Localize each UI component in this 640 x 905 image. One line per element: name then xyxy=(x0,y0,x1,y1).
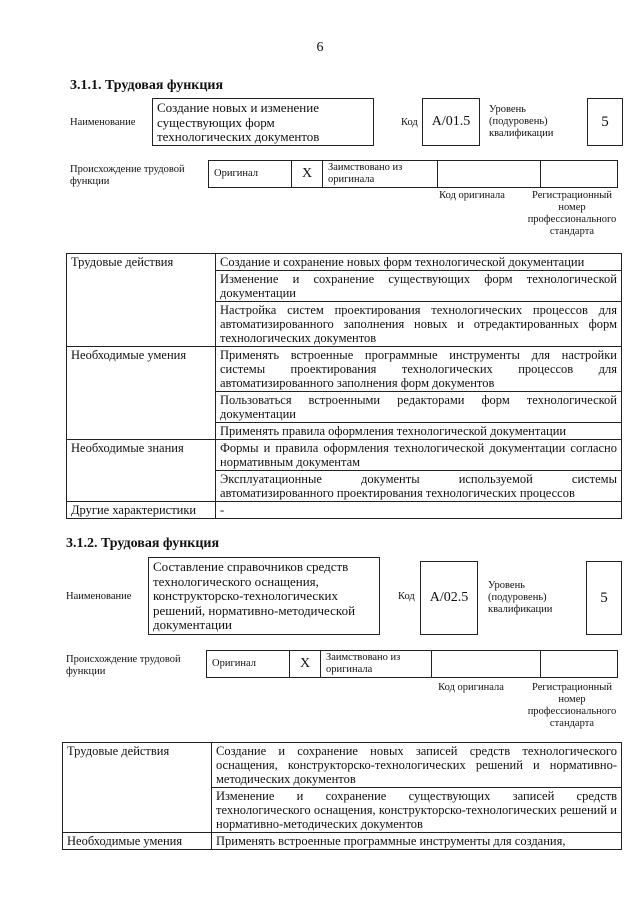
table-cell: Применять встроенные программные инструменты для создания, xyxy=(212,833,622,850)
level-label-line: квалификации xyxy=(489,128,554,139)
table-row xyxy=(67,347,622,392)
origin-borrowed-line: Заимствовано из xyxy=(326,652,401,663)
page-number: 6 xyxy=(316,40,324,55)
table-row xyxy=(63,833,622,850)
origin-label xyxy=(66,654,181,678)
origin-reg-cell xyxy=(541,651,618,678)
caption-line: стандарта xyxy=(549,718,595,729)
table-row xyxy=(63,743,622,788)
table-cell: Изменение и сохранение существующих записей средств технологического оснащения, конструкторско-технологических решений и нормативно-методических документов xyxy=(212,788,622,833)
function-name-line: решений, нормативно-методической xyxy=(153,602,356,618)
function-name-line: технологических документов xyxy=(157,129,320,144)
caption-code-original: Код оригинала xyxy=(439,190,505,201)
origin-table xyxy=(208,160,618,188)
table-cell: Эксплуатационные документы используемой системы автоматизированного проектирования технологических процессов xyxy=(216,471,622,502)
origin-code-cell xyxy=(438,161,541,188)
level-label-line: (подуровень) xyxy=(488,592,547,603)
caption-line: Регистрационный xyxy=(532,682,612,693)
qualification-level: 5 xyxy=(586,561,622,635)
table-cell: Применять встроенные программные инструменты для настройки системы проектирования технологических процессов для автоматизированного заполнения форм документов xyxy=(216,347,622,392)
function-name-line: Составление справочников средств xyxy=(153,559,349,574)
origin-code-cell xyxy=(432,651,541,678)
function-name-line: документации xyxy=(153,617,233,632)
group-label-knowledge: Необходимые знания xyxy=(67,440,216,502)
group-label-skills: Необходимые умения xyxy=(67,347,216,440)
origin-label-line: Происхождение трудовой xyxy=(66,654,181,665)
name-label: Наименование xyxy=(70,117,136,128)
caption-line: профессионального xyxy=(527,214,617,225)
table-cell: Создание и сохранение новых форм технологической документации xyxy=(216,254,622,271)
caption-code-original: Код оригинала xyxy=(438,682,504,693)
function-name-line: существующих форм xyxy=(157,114,275,130)
function-name-box xyxy=(152,98,374,146)
group-label-actions: Трудовые действия xyxy=(63,743,212,833)
function-code: А/01.5 xyxy=(422,98,480,146)
caption-line: профессионального xyxy=(527,706,617,717)
table-row xyxy=(67,502,622,519)
origin-label-line: Происхождение трудовой xyxy=(70,164,185,175)
origin-table xyxy=(206,650,618,678)
level-label-line: Уровень xyxy=(488,580,525,591)
table-row xyxy=(67,254,622,271)
group-label-other: Другие характеристики xyxy=(67,502,216,519)
origin-original: Оригинал xyxy=(209,161,292,188)
function-name-box xyxy=(148,557,380,635)
origin-reg-cell xyxy=(541,161,618,188)
caption-line: Регистрационный xyxy=(532,190,612,201)
origin-mark: Х xyxy=(292,161,323,188)
table-cell: Настройка систем проектирования технологических процессов для автоматизированного заполнения новых и отредактированных форм технологических документов xyxy=(216,302,622,347)
table-cell: Применять правила оформления технологической документации xyxy=(216,423,622,440)
table-row xyxy=(67,440,622,471)
origin-label xyxy=(70,164,185,188)
caption-line: стандарта xyxy=(549,226,595,237)
table-cell: Изменение и сохранение существующих форм технологической документации xyxy=(216,271,622,302)
name-label: Наименование xyxy=(66,591,132,602)
table-cell: Формы и правила оформления технологической документации согласно нормативным документам xyxy=(216,440,622,471)
origin-borrowed-line: оригинала xyxy=(328,174,375,185)
section-title-3-1-1: 3.1.1. Трудовая функция xyxy=(70,78,224,93)
level-label-line: (подуровень) xyxy=(489,116,548,127)
origin-borrowed xyxy=(321,651,432,678)
caption-reg-number xyxy=(522,190,622,238)
code-label: Код xyxy=(401,117,418,128)
table-cell: Пользоваться встроенными редакторами форм технологической документации xyxy=(216,392,622,423)
origin-mark: Х xyxy=(290,651,321,678)
caption-line: номер xyxy=(558,202,586,213)
group-label-actions: Трудовые действия xyxy=(67,254,216,347)
level-label-line: Уровень xyxy=(489,104,526,115)
function-name-line: технологического оснащения, xyxy=(153,573,319,589)
function-name-line: Создание новых и изменение xyxy=(157,100,319,115)
function-code: А/02.5 xyxy=(420,561,478,635)
attributes-table xyxy=(62,742,622,850)
qualification-level: 5 xyxy=(587,98,623,146)
table-cell: - xyxy=(216,502,622,519)
origin-label-line: функции xyxy=(70,176,110,187)
table-cell: Создание и сохранение новых записей средств технологического оснащения, конструкторско-технологических решений и нормативно-методических документов xyxy=(212,743,622,788)
origin-borrowed-line: оригинала xyxy=(326,664,373,675)
caption-reg-number xyxy=(522,682,622,730)
section-title-3-1-2: 3.1.2. Трудовая функция xyxy=(66,536,220,551)
origin-original: Оригинал xyxy=(207,651,290,678)
group-label-skills: Необходимые умения xyxy=(63,833,212,850)
level-label-line: квалификации xyxy=(488,604,553,615)
origin-label-line: функции xyxy=(66,666,106,677)
code-label: Код xyxy=(398,591,415,602)
origin-borrowed xyxy=(323,161,438,188)
level-label xyxy=(489,104,553,140)
level-label xyxy=(488,580,552,616)
origin-borrowed-line: Заимствовано из xyxy=(328,162,403,173)
caption-line: номер xyxy=(558,694,586,705)
attributes-table xyxy=(66,253,622,519)
function-name-line: конструкторско-технологических xyxy=(153,588,338,603)
